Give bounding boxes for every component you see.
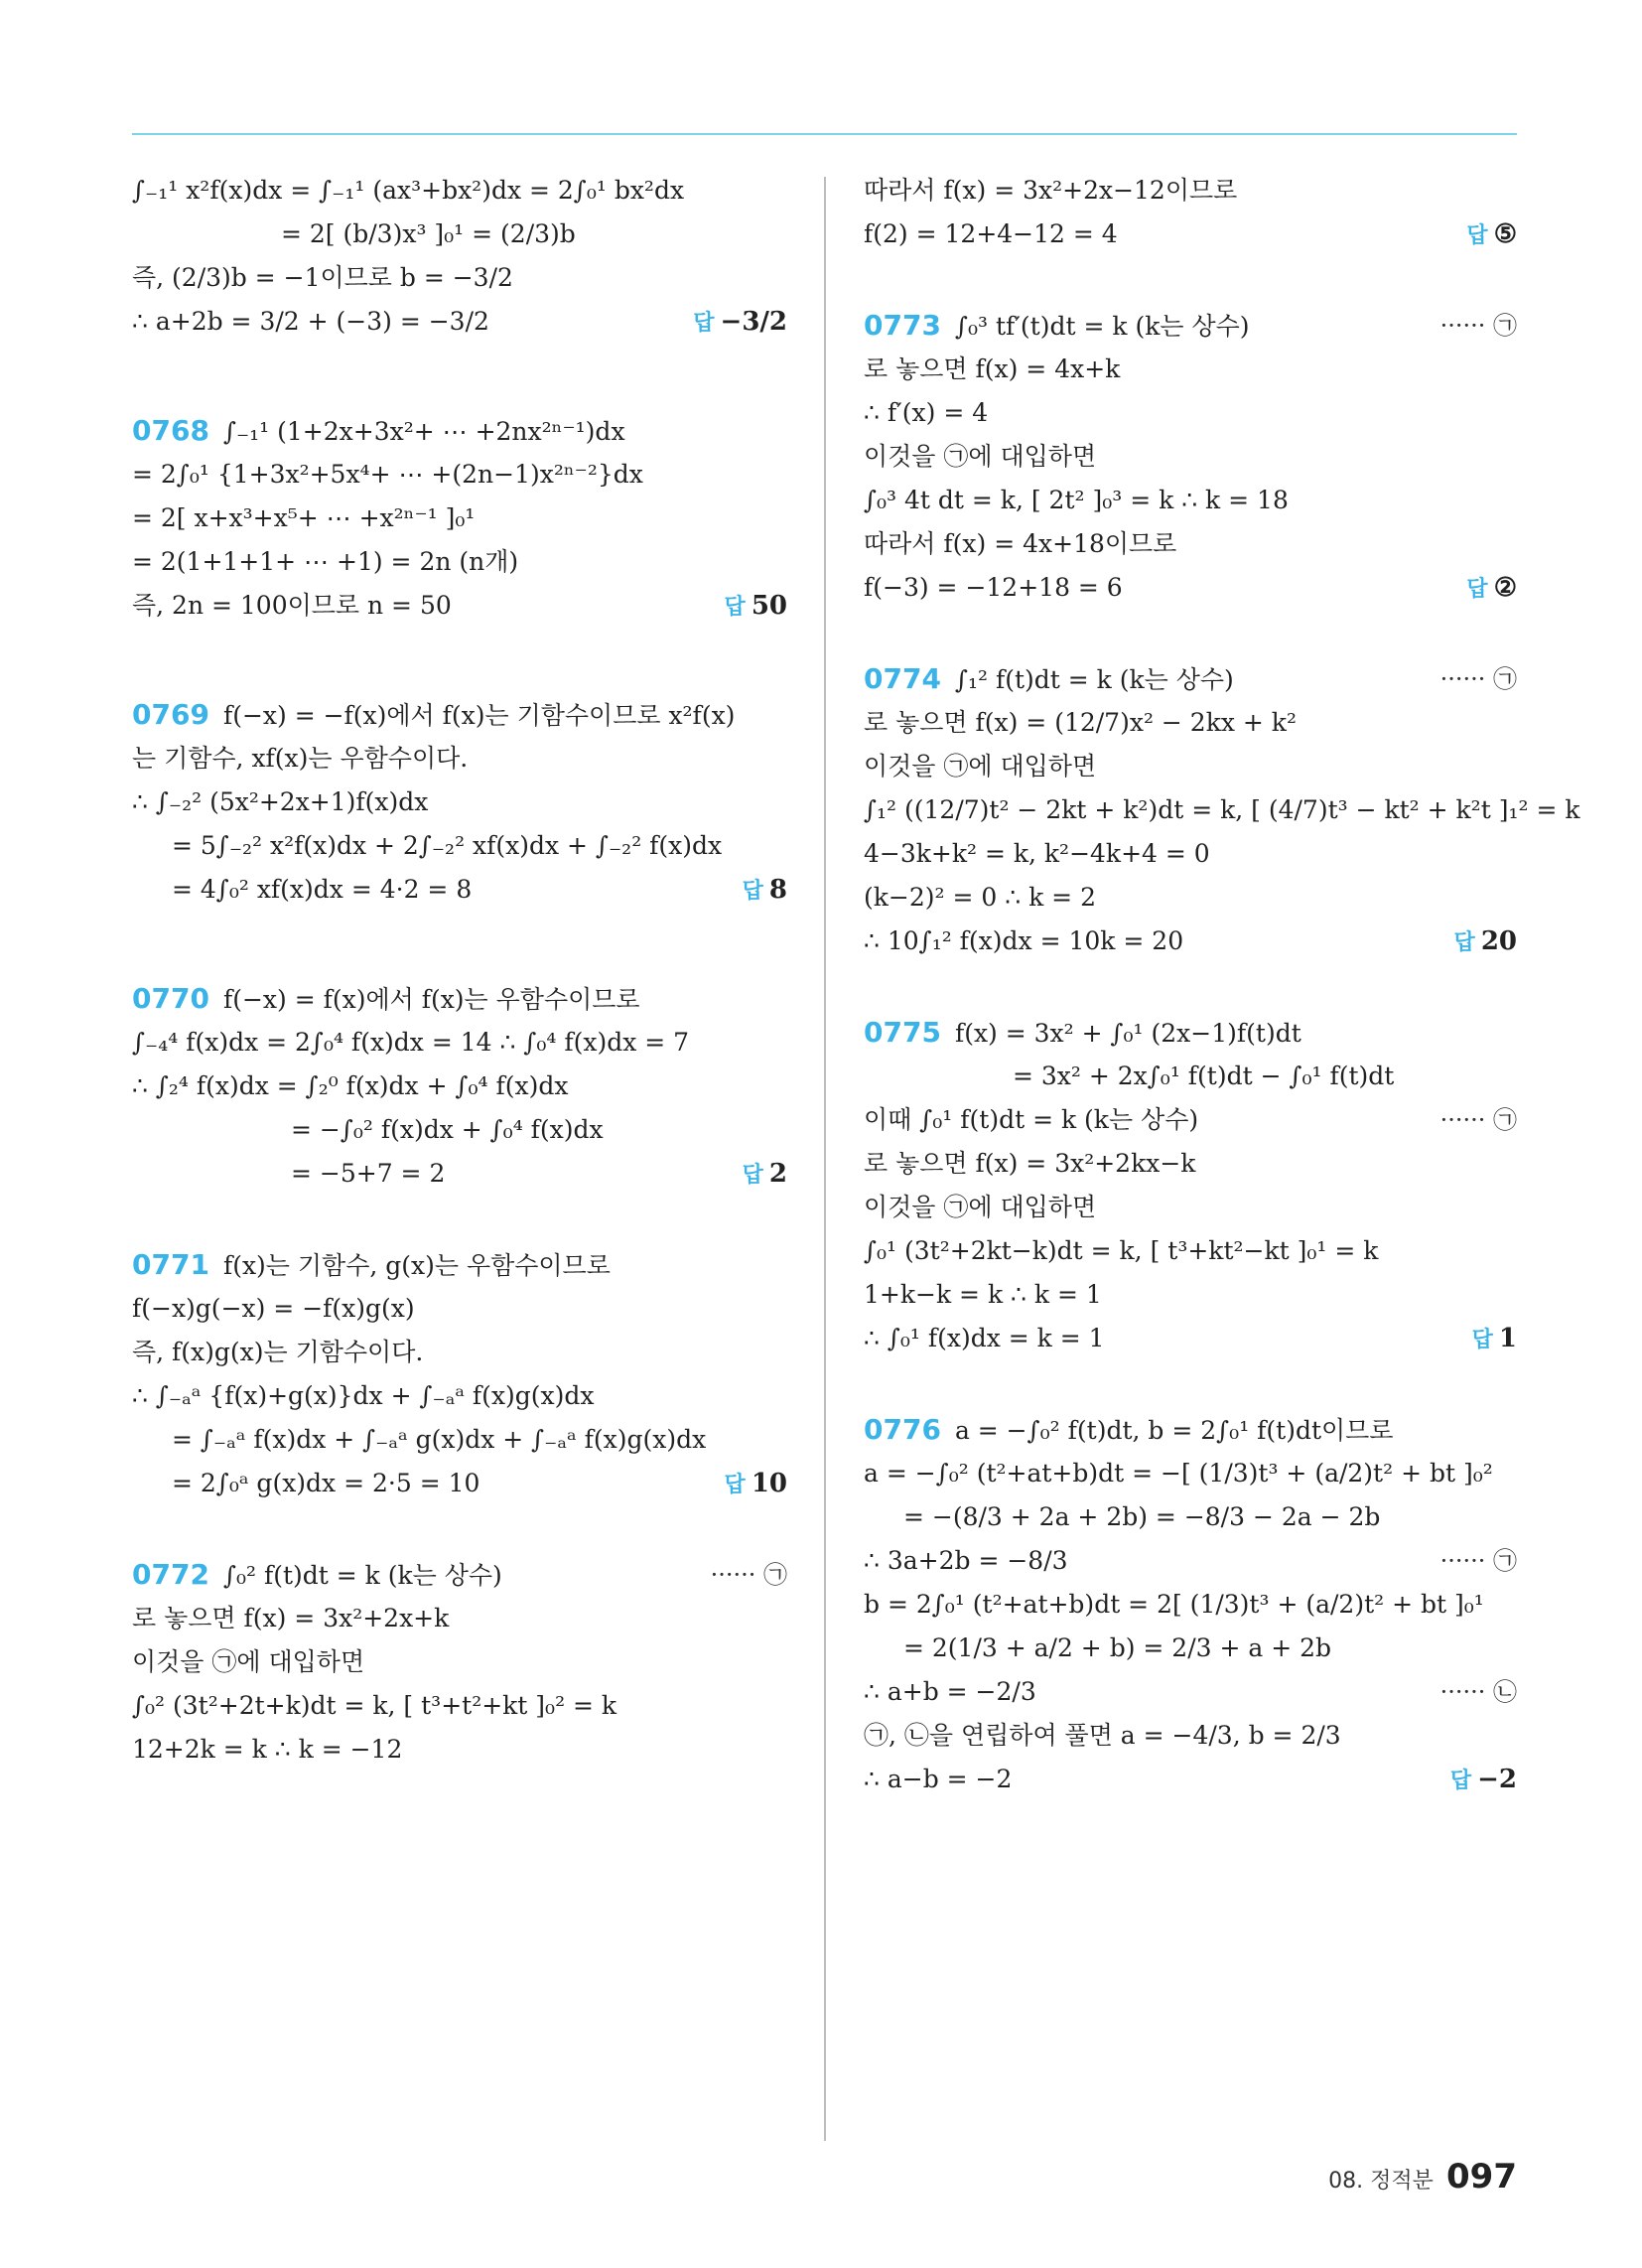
solution-line [864,391,1517,435]
solution-line [864,1714,1517,1758]
solution-line [864,522,1517,566]
math-text: ∫₀³ tf′(t)dt = k (k는 상수) [954,312,1250,341]
math-text: = 2[ (b/3)x³ ]₀¹ = (2/3)b [281,219,576,248]
problem-number: 0771 [132,1248,209,1281]
math-text: 이것을 ㉠에 대입하면 [864,1193,1097,1221]
math-text: f(2) = 12+4−12 = 4 [864,219,1118,248]
math-text: = −(8/3 + 2a + 2b) = −8/3 − 2a − 2b [903,1502,1381,1531]
answer-value: 50 [751,591,787,621]
solution-line [864,1055,1517,1098]
answer-tag: 답 [742,879,763,904]
math-text: ∴ ∫₂⁴ f(x)dx = ∫₂⁰ f(x)dx + ∫₀⁴ f(x)dx [132,1071,569,1100]
answer-tag: 답 [724,595,746,620]
solution-line [864,348,1517,391]
math-text: ∫₁² f(t)dt = k (k는 상수) [954,665,1234,694]
solution-line [132,453,787,496]
solution-line [132,1108,787,1152]
solution-line [864,788,1580,832]
answer-tag: 답 [693,311,715,336]
math-text: = 2[ x+x³+x⁵+ ⋯ +x²ⁿ⁻¹ ]₀¹ [132,503,476,532]
answer-value: 8 [768,875,787,905]
answer-value: 2 [768,1159,787,1189]
solution-line [132,1462,787,1505]
math-text: 따라서 f(x) = 4x+18이므로 [864,529,1177,558]
math-text: f(−x) = f(x)에서 f(x)는 우함수이므로 [222,985,640,1014]
math-text: ∴ a−b = −2 [864,1765,1013,1793]
solution-line [132,737,787,780]
math-text: = ∫₋ₐᵃ f(x)dx + ∫₋ₐᵃ g(x)dx + ∫₋ₐᵃ f(x)g(x)dx [172,1425,707,1454]
answer-tag: 답 [1466,577,1488,602]
math-text: ∴ 3a+2b = −8/3 [864,1546,1068,1575]
solution-line [864,745,1517,788]
answer [1466,566,1517,612]
solution-line [864,213,1517,256]
problem-0769-heading [132,693,787,737]
equation-marker: ······ ㉠ [1439,1547,1517,1575]
solution-line [864,1495,1517,1539]
solution-line [864,1273,1517,1317]
answer [725,584,787,630]
chapter-label: 08. 정적분 [1328,2169,1434,2194]
math-text: ∫₋₁¹ x²f(x)dx = ∫₋₁¹ (ax³+bx²)dx = 2∫₀¹ bx²dx [132,176,685,205]
math-text: ∴ f′(x) = 4 [864,398,989,427]
spacer [132,628,787,693]
equation-marker: ······ ㉠ [1439,1106,1517,1134]
spacer [132,344,787,409]
math-text: ∴ a+2b = 3/2 + (−3) = −3/2 [132,307,489,336]
solution-line [132,1021,787,1064]
solution-line [132,256,787,300]
math-text: ∫₋₄⁴ f(x)dx = 2∫₀⁴ f(x)dx = 14 ∴ ∫₀⁴ f(x)dx = 7 [132,1028,690,1057]
problem-0773-heading [864,304,1517,348]
math-text: 로 놓으면 f(x) = 3x²+2kx−k [864,1149,1196,1178]
solution-line [864,832,1517,876]
problem-number: 0774 [864,662,941,695]
left-column [132,169,787,1772]
math-text: f(x) = 3x² + ∫₀¹ (2x−1)f(t)dt [954,1019,1301,1048]
math-text: ∴ 10∫₁² f(x)dx = 10k = 20 [864,926,1184,955]
problem-number: 0776 [864,1413,941,1446]
problem-number: 0772 [132,1558,209,1591]
problem-0768-heading [132,409,787,453]
solution-line [864,1229,1517,1273]
problem-0776-heading [864,1408,1517,1452]
math-text: 4−3k+k² = k, k²−4k+4 = 0 [864,839,1210,868]
math-text: ∫₀² (3t²+2t+k)dt = k, [ t³+t²+kt ]₀² = k [132,1691,617,1720]
solution-line [132,1064,787,1108]
answer [1466,213,1517,258]
answer-value: −2 [1477,1765,1517,1794]
solution-line [132,1640,787,1684]
spacer [132,1196,787,1243]
solution-line [864,566,1517,610]
spacer [132,912,787,977]
math-text: = −5+7 = 2 [291,1159,446,1188]
solution-line [132,213,787,256]
answer-value: ② [1493,573,1517,603]
math-text: 이것을 ㉠에 대입하면 [132,1647,365,1676]
solution-line [864,1670,1517,1714]
answer-value: 1 [1498,1324,1517,1353]
page-footer [1328,2157,1517,2197]
math-text: 로 놓으면 f(x) = 3x²+2x+k [132,1604,450,1632]
math-text: ∫₀¹ (3t²+2kt−k)dt = k, [ t³+kt²−kt ]₀¹ = k [864,1236,1379,1265]
math-text: ∫₀³ 4t dt = k, [ 2t² ]₀³ = k ∴ k = 18 [864,486,1289,514]
math-text: 이것을 ㉠에 대입하면 [864,752,1097,780]
math-text: ∴ a+b = −2/3 [864,1677,1036,1706]
solution-line [864,1142,1517,1186]
problem-number: 0775 [864,1016,941,1049]
answer [1450,1758,1517,1803]
math-text: = 5∫₋₂² x²f(x)dx + 2∫₋₂² xf(x)dx + ∫₋₂² f(x)dx [172,831,723,860]
solution-line [132,540,787,584]
math-text: a = −∫₀² f(t)dt, b = 2∫₀¹ f(t)dt이므로 [954,1416,1394,1445]
spacer [132,1505,787,1553]
math-text: 12+2k = k ∴ k = −12 [132,1735,403,1764]
math-text: 1+k−k = k ∴ k = 1 [864,1280,1102,1309]
solution-line [132,1331,787,1374]
solution-line [864,876,1517,920]
problem-0775-heading [864,1011,1517,1055]
math-text: ∫₁² ((12/7)t² − 2kt + k²)dt = k, [ (4/7)t³ − kt² + k²t ]₁² = k [864,795,1580,824]
answer-value: 20 [1480,926,1517,956]
solution-line [864,435,1517,479]
solution-line [864,920,1517,963]
math-text: = 4∫₀² xf(x)dx = 4·2 = 8 [172,875,473,904]
solution-line [864,1452,1517,1495]
page-number: 097 [1446,2157,1517,2197]
solution-line [132,824,787,868]
problem-0770-heading [132,977,787,1021]
math-text: ∴ ∫₋ₐᵃ {f(x)+g(x)}dx + ∫₋ₐᵃ f(x)g(x)dx [132,1381,595,1410]
solution-line [864,169,1517,213]
problem-0771-heading [132,1243,787,1287]
solution-line [132,300,787,344]
solution-line [132,169,787,213]
math-text: 즉, (2/3)b = −1이므로 b = −3/2 [132,263,513,292]
math-text: = −∫₀² f(x)dx + ∫₀⁴ f(x)dx [291,1115,604,1144]
math-text: 즉, 2n = 100이므로 n = 50 [132,591,452,620]
problem-number: 0769 [132,698,209,731]
solution-line [864,1583,1517,1627]
answer-tag: 답 [1449,1769,1472,1793]
math-text: ∫₋₁¹ (1+2x+3x²+ ⋯ +2nx²ⁿ⁻¹)dx [222,417,625,446]
solution-line [132,1597,787,1640]
solution-line [864,1758,1517,1801]
solution-line [132,496,787,540]
spacer [864,256,1517,304]
answer [1454,920,1517,965]
solution-line [864,1186,1517,1229]
math-text: f(−3) = −12+18 = 6 [864,573,1123,602]
solution-line [864,479,1517,522]
answer [743,868,787,914]
answer [725,1462,787,1507]
spacer [864,1360,1517,1408]
math-text: ∴ ∫₋₂² (5x²+2x+1)f(x)dx [132,787,429,816]
solution-line [864,1539,1517,1583]
math-text: 로 놓으면 f(x) = 4x+k [864,354,1121,383]
top-rule [132,133,1517,135]
solution-line [864,1317,1517,1360]
answer [693,300,787,346]
math-text: f(−x)g(−x) = −f(x)g(x) [132,1294,415,1323]
solution-line [132,868,787,912]
answer-value: 10 [751,1469,787,1498]
math-text: b = 2∫₀¹ (t²+at+b)dt = 2[ (1/3)t³ + (a/2)t² + bt ]₀¹ [864,1590,1484,1619]
column-divider [824,177,826,2141]
right-column [864,169,1580,1801]
math-text: 즉, f(x)g(x)는 기함수이다. [132,1338,424,1366]
math-text: 따라서 f(x) = 3x²+2x−12이므로 [864,176,1238,205]
solution-line [864,1627,1517,1670]
math-text: ∴ ∫₀¹ f(x)dx = k = 1 [864,1324,1105,1352]
math-text: a = −∫₀² (t²+at+b)dt = −[ (1/3)t³ + (a/2)t² + bt ]₀² [864,1459,1493,1488]
answer-tag: 답 [1466,223,1488,248]
equation-marker: ······ ㉡ [1439,1678,1517,1706]
solution-line [132,1152,787,1196]
math-text: ∫₀² f(t)dt = k (k는 상수) [222,1561,502,1590]
math-text: f(−x) = −f(x)에서 f(x)는 기함수이므로 x²f(x) [222,701,736,730]
answer-value: −3/2 [720,307,787,337]
spacer [864,610,1517,657]
math-text: f(x)는 기함수, g(x)는 우함수이므로 [222,1251,611,1280]
problem-0774-heading [864,657,1517,701]
math-text: = 2(1+1+1+ ⋯ +1) = 2n (n개) [132,547,519,576]
math-text: = 2∫₀ᵃ g(x)dx = 2·5 = 10 [172,1469,480,1497]
math-text: 이것을 ㉠에 대입하면 [864,442,1097,471]
math-text: 이때 ∫₀¹ f(t)dt = k (k는 상수) [864,1105,1199,1134]
answer [743,1152,787,1198]
solution-line [864,701,1517,745]
problem-number: 0773 [864,309,941,342]
problem-number: 0768 [132,414,209,447]
solution-line [132,1418,787,1462]
spacer [864,963,1517,1011]
math-text: = 2(1/3 + a/2 + b) = 2/3 + a + 2b [903,1633,1332,1662]
math-text: = 2∫₀¹ {1+3x²+5x⁴+ ⋯ +(2n−1)x²ⁿ⁻²}dx [132,460,643,489]
math-text: 로 놓으면 f(x) = (12/7)x² − 2kx + k² [864,708,1297,737]
solution-line [132,584,787,628]
answer-tag: 답 [1453,930,1475,955]
answer-value: ⑤ [1493,219,1517,249]
solution-line [132,1374,787,1418]
answer-tag: 답 [1471,1328,1493,1352]
math-text: (k−2)² = 0 ∴ k = 2 [864,883,1096,912]
problem-0772-heading [132,1553,787,1597]
math-text: = 3x² + 2x∫₀¹ f(t)dt − ∫₀¹ f(t)dt [1013,1062,1395,1090]
math-text: 는 기함수, xf(x)는 우함수이다. [132,744,469,773]
solution-line [132,1287,787,1331]
equation-marker: ······ ㉠ [1439,312,1517,340]
solution-line [864,1098,1517,1142]
solution-line [132,1728,787,1772]
equation-marker: ······ ㉠ [710,1561,787,1589]
problem-number: 0770 [132,982,209,1015]
solution-line [132,1684,787,1728]
math-text: ㉠, ㉡을 연립하여 풀면 a = −4/3, b = 2/3 [864,1721,1341,1750]
answer [1472,1317,1517,1362]
equation-marker: ······ ㉠ [1439,665,1517,693]
answer-tag: 답 [742,1163,763,1188]
answer-tag: 답 [724,1473,746,1497]
solution-line [132,780,787,824]
